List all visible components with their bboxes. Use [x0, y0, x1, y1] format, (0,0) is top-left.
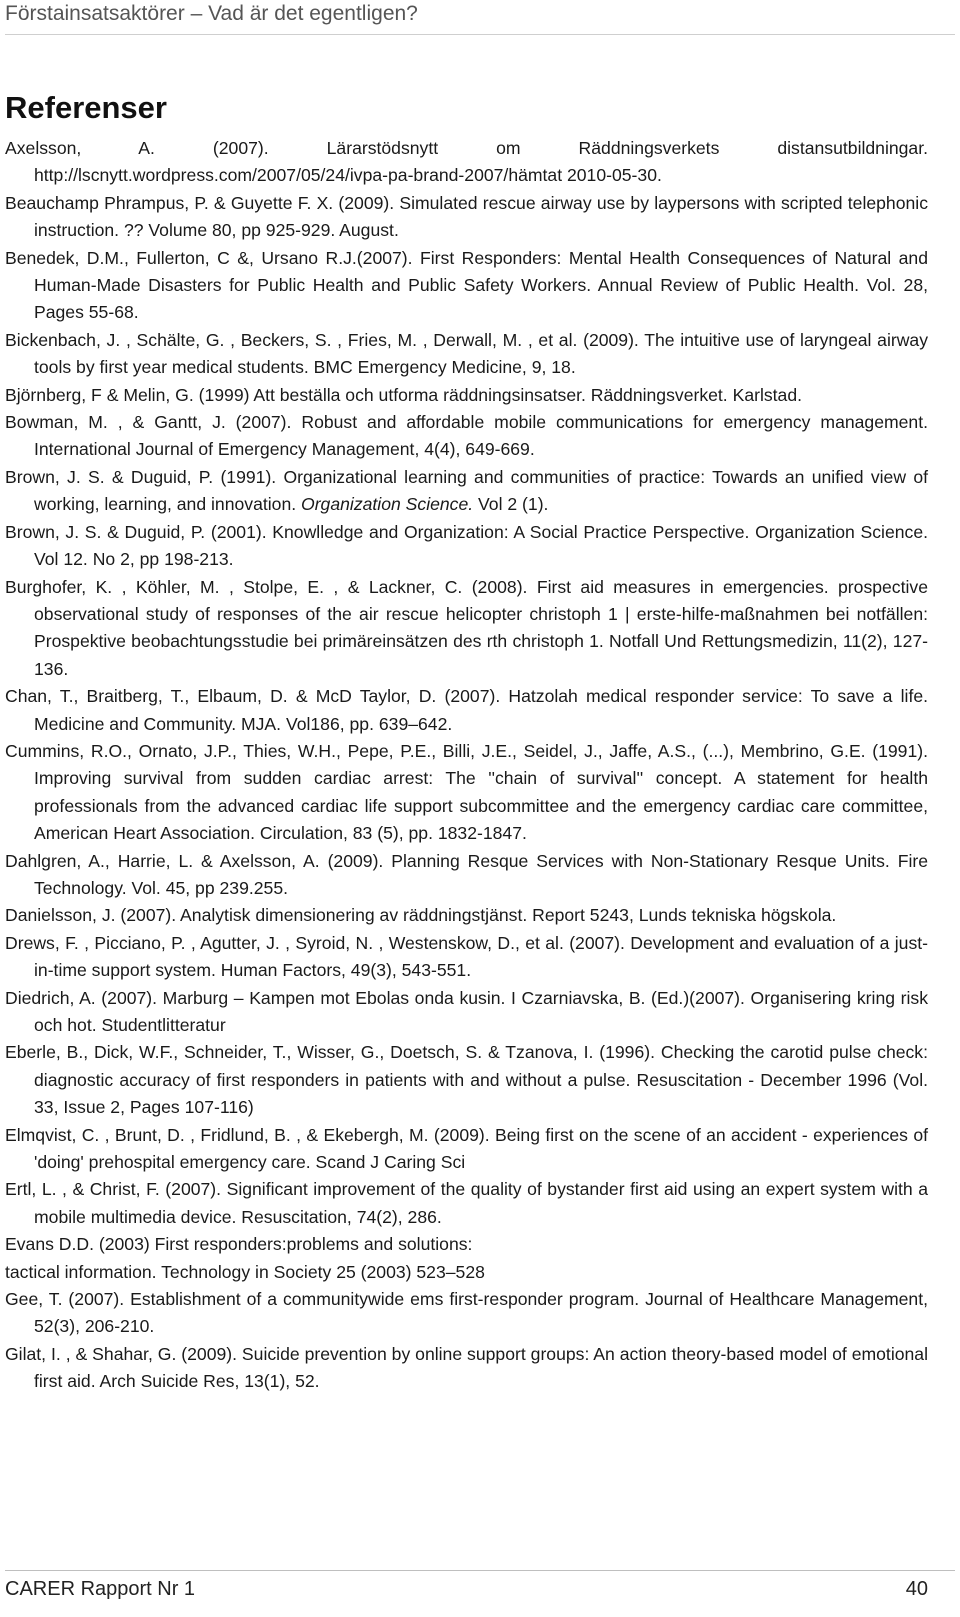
reference-text: Vol 2 (1).	[473, 494, 549, 515]
reference-item: Bowman, M. , & Gantt, J. (2007). Robust and affordable mobile communications for emergency management. International Journal of Emergency Management, 4(4), 649-669.	[5, 412, 928, 460]
reference-item	[5, 464, 928, 519]
reference-item: Elmqvist, C. , Brunt, D. , Fridlund, B. , & Ekebergh, M. (2009). Being first on the scene of an accident - experiences of 'doing' prehospital emergency care. Scand J Caring Sci	[5, 1124, 928, 1173]
footer-report-name: CARER Rapport Nr 1	[5, 1578, 196, 1600]
reference-item: Dahlgren, A., Harrie, L. & Axelsson, A. (2009). Planning Resque Services with Non-Stationary Resque Units. Fire Technology. Vol. 45, pp 239.255.	[5, 850, 928, 898]
section-title: Referenser	[5, 90, 167, 125]
reference-item: Beauchamp Phrampus, P. & Guyette F. X. (2009). Simulated rescue airway use by laypersons with scripted telephonic instruction. ?? Volume 80, pp 925-929. August.	[5, 192, 928, 241]
reference-item: Eberle, B., Dick, W.F., Schneider, T., Wisser, G., Doetsch, S. & Tzanova, I. (1996). Checking the carotid pulse check: diagnostic accuracy of first responders in patients with and without a pulse. Resuscitation - December 1996 (Vol. 33, Issue 2, Pages 107-116)	[5, 1042, 928, 1118]
reference-item: Brown, J. S. & Duguid, P. (2001). Knowlledge and Organization: A Social Practice Perspective. Organization Science. Vol 12. No 2, pp 198-213.	[5, 521, 928, 570]
reference-item: Chan, T., Braitberg, T., Elbaum, D. & McD Taylor, D. (2007). Hatzolah medical responder service: To save a life. Medicine and Community. MJA. Vol186, pp. 639–642.	[5, 686, 928, 734]
reference-item: Benedek, D.M., Fullerton, C &, Ursano R.J.(2007). First Responders: Mental Health Consequences of Natural and Human-Made Disasters for Public Health and Public Safety Workers. Annual Review of Public Health. Vol. 28, Pages 55-68.	[5, 247, 928, 323]
reference-item: Drews, F. , Picciano, P. , Agutter, J. , Syroid, N. , Westenskow, D., et al. (2007). Development and evaluation of a just-in-time support system. Human Factors, 49(3), 543-551.	[5, 932, 928, 981]
reference-item: Diedrich, A. (2007). Marburg – Kampen mot Ebolas onda kusin. I Czarniavska, B. (Ed.)(2007). Organisering kring risk och hot. Studentlitteratur	[5, 987, 928, 1035]
journal-title-italic: Organization Science.	[301, 494, 474, 515]
reference-item: Axelsson, A. (2007). Lärarstödsnytt om Räddningsverkets distansutbildningar. http://lscnytt.wordpress.com/2007/05/24/ivpa-pa-brand-2007/hämtat 2010-05-30.	[5, 138, 928, 186]
reference-item: Burghofer, K. , Köhler, M. , Stolpe, E. , & Lackner, C. (2008). First aid measures in emergencies. prospective observational study of responses of the air rescue helicopter christoph 1 | erste-hilfe-maßnahmen bei notfällen: Prospektive beobachtungsstudie bei primäreinsätzen des rth christoph 1. Notfall Und Rettungsmedizin, 11(2), 127-136.	[5, 576, 928, 679]
reference-list	[5, 135, 928, 1396]
reference-item: Ertl, L. , & Christ, F. (2007). Significant improvement of the quality of bystander first aid using an expert system with a mobile multimedia device. Resuscitation, 74(2), 286.	[5, 1179, 928, 1227]
reference-continuation-line: tactical information. Technology in Society 25 (2003) 523–528	[5, 1261, 485, 1282]
reference-item: Cummins, R.O., Ornato, J.P., Thies, W.H., Pepe, P.E., Billi, J.E., Seidel, J., Jaffe, A.S., (...), Membrino, G.E. (1991). Improving survival from sudden cardiac arrest: The ''chain of survival'' concept. A statement for health professionals from the advanced cardiac life support subcommittee and the emergency cardiac care committee, American Heart Association. Circulation, 83 (5), pp. 1832-1847.	[5, 740, 928, 844]
footer-divider	[5, 1570, 955, 1571]
reference-item: Björnberg, F & Melin, G. (1999) Att beställa och utforma räddningsinsatser. Räddningsverket. Karlstad.	[5, 384, 803, 405]
reference-item: Danielsson, J. (2007). Analytisk dimensionering av räddningstjänst. Report 5243, Lunds tekniska högskola.	[5, 905, 837, 926]
reference-text: Brown, J. S. & Duguid, P. (1991). Organizational learning and communities of practice: Towards an unified view of working, learning, and innovation.	[5, 466, 928, 515]
header-divider	[5, 34, 955, 35]
reference-item: Gilat, I. , & Shahar, G. (2009). Suicide prevention by online support groups: An action theory-based model of emotional first aid. Arch Suicide Res, 13(1), 52.	[5, 1343, 928, 1392]
page-number: 40	[905, 1578, 928, 1600]
reference-item: Evans D.D. (2003) First responders:problems and solutions:	[5, 1234, 473, 1255]
reference-item: Gee, T. (2007). Establishment of a communitywide ems first-responder program. Journal of Healthcare Management, 52(3), 206-210.	[5, 1289, 928, 1337]
running-header: Förstainsatsaktörer – Vad är det egentligen?	[5, 2, 418, 25]
reference-item: Bickenbach, J. , Schälte, G. , Beckers, S. , Fries, M. , Derwall, M. , et al. (2009). The intuitive use of laryngeal airway tools by first year medical students. BMC Emergency Medicine, 9, 18.	[5, 329, 928, 378]
